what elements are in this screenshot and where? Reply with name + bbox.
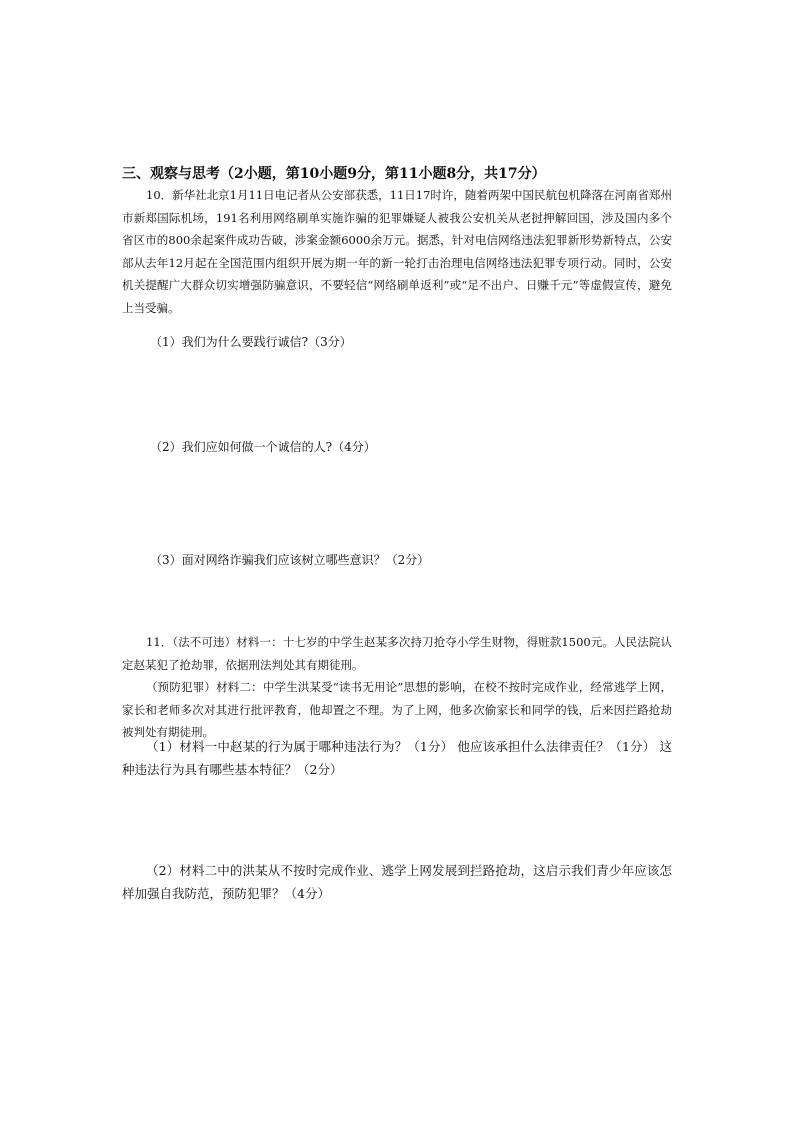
q11-sub2: （2）材料二中的洪某从不按时完成作业、逃学上网发展到拦路抢劫，这启示我们青少年应该怎样加强自我防范，预防犯罪？（4分）: [122, 863, 672, 901]
q11-material-2: （预防犯罪）材料二：中学生洪某受“读书无用论”思想的影响，在校不按时完成作业，经常逃学上网，家长和老师多次对其进行批评教育，他却置之不理。为了上网，他多次偷家长和同学的钱，后来因拦路抢劫被判处有期徒刑。: [122, 680, 672, 739]
q11-sub1: （1）材料一中赵某的行为属于哪种违法行为？（1分） 他应该承担什么法律责任？（1分） 这种违法行为具有哪些基本特征？（2分）: [122, 739, 672, 777]
section-title: 三、观察与思考（2小题，第10小题9分，第11小题8分，共17分）: [122, 166, 546, 182]
q10-sub1: （1）我们为什么要践行诚信?（3分）: [150, 335, 352, 349]
q11-material-1: 11．（法不可违）材料一：十七岁的中学生赵某多次持刀抢夺小学生财物，得赃款1500元。人民法院认定赵某犯了抢劫罪，依据刑法判处其有期徒刑。: [122, 635, 672, 672]
q10-sub3: （3）面对网络诈骗我们应该树立哪些意识？（2分）: [150, 553, 430, 567]
q10-sub2: （2）我们应如何做一个诚信的人?（4分）: [150, 440, 376, 454]
q10-material: 10．新华社北京1月11日电记者从公安部获悉，11日17时许，随着两架中国民航包机降落在河南省郑州市新郑国际机场，191名利用网络刷单实施诈骗的犯罪嫌疑人被我公安机关从老挝押解回国，涉及国内多个省区市的800余起案件成功告破，涉案金额6000余万元。据悉，针对电信网络违法犯罪新形势新特点，公安部从去年12月起在全国范围内组织开展为期一年的新一轮打击治理电信网络违法犯罪专项行动。同时，公安机关提醒广大群众切实增强防骗意识，不要轻信“网络刷单返利”或“足不出户、日赚千元”等虚假宣传，避免上当受骗。: [122, 188, 672, 315]
